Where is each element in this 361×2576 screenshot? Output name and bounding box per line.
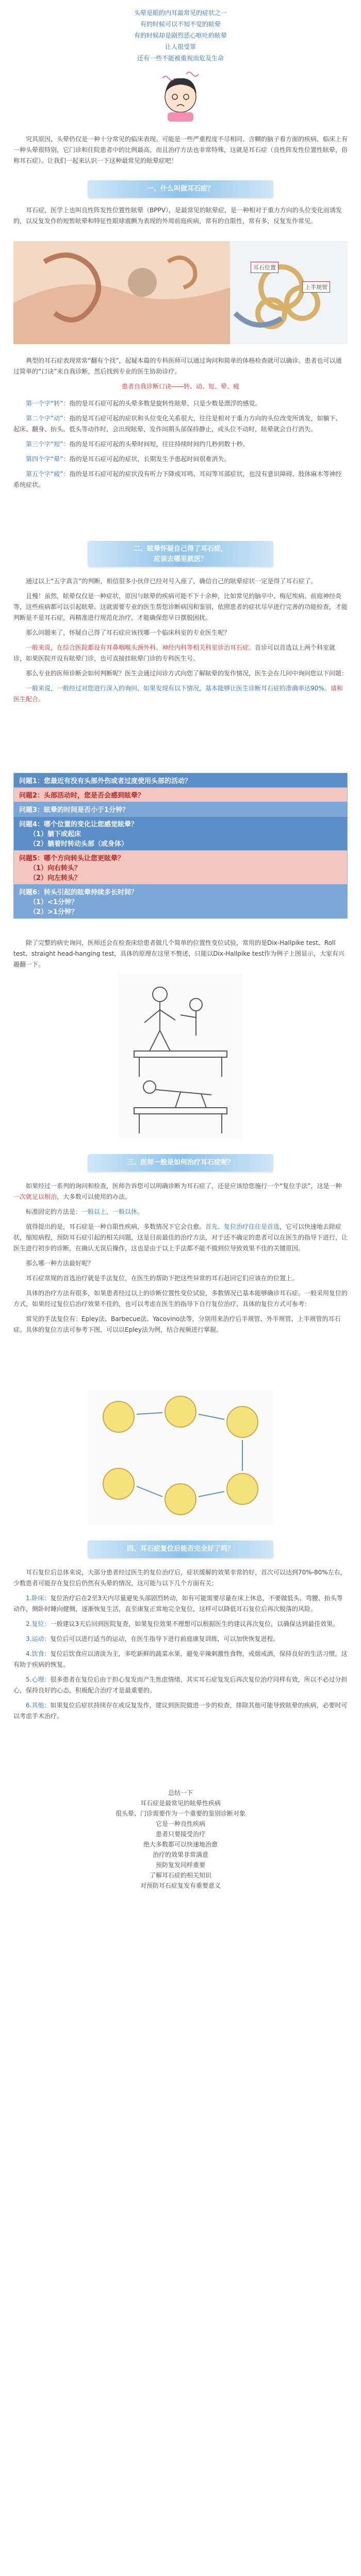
label: 第三个字“短”： [26,440,70,448]
paragraph: 那么哪一种方法最好呢？ [26,1260,94,1267]
intro-line: 有的时候可以不知不觉的眩晕 [140,21,221,28]
summary-line: 很头晕、门诊需要作为一个重要的鉴别诊断对象 [115,1810,245,1817]
paragraph: 具体的治疗方法有很多，如果患者经过以上的诊断位置性变位试验，多数情况已基本能够确诊耳石症。一般采用复位的方式，如果经过复位后治疗效果不佳的，也可以考虑在医生的指导下自行复位治疗，具体的复位方式可参考： [13,1290,348,1308]
summary-line: 总结一下 [168,1789,193,1797]
text: 复位后可以进行适当的运动，在医生指导下进行前庭康复训练，可以加快恢复进程。 [50,1635,280,1642]
text: 如果复位后症状持续存在或反复发作，建议到医院做进一步的检查，排除其他可能导致眩晕的疾病，必要时可以考虑手术治疗。 [13,1702,348,1720]
question [14,817,348,851]
summary-line: 绝大多数都可以快速地治愈 [143,1841,218,1848]
paragraph: 究其原因，头晕仍仅是一种十分常见的临床表现。可能是一些严重程度不尽相同、含糊的脑子看方面的疾病，临床上有一种头晕很特别，它门诊和住院患者中的比例最高，而且治疗方法也非常特殊，这就是耳石症（良性阵发性位置性眩晕，俗称耳石症）。让我们一起来认识一下这种最常见的眩晕症吧！ [13,135,348,164]
label: 3.运动： [26,1635,51,1642]
section-banner-1 [88,180,273,198]
question-text: 问题6：转头引起的眩晕持续多长时间？ [19,889,138,896]
option: （2）躺着时转动头部（或身体） [29,840,128,848]
paragraph: 耳石症，医学上也叫良性阵发性位置性眩晕（BPPV），是最常见的眩晕症，是一种相对于重力方向的头位变化而诱发的，以反复发作的短暂眩晕和特征性眼球震颤为表现的外周前庭疾病，常有的自限性，常有多，反复发作常见。 [13,207,342,225]
summary-line: 预防复发同样重要 [155,1861,205,1869]
question-row [14,802,348,817]
text: 很多患者在复位后由于担心复发而产生焦虑情绪，其实耳石症复发后再次复位治疗同样有效，所以不必过分担心，保持良好的心态，积极配合治疗才是最重要的。 [13,1676,348,1694]
section-banner-3 [88,1154,273,1172]
text: 复位后饮食应以清淡为主，多吃新鲜的蔬菜水果，避免辛辣刺激性食物，戒烟戒酒，保持良好的生活习惯，这有助于疾病的恢复。 [13,1650,348,1668]
banner-title: 一、什么叫做耳石症？ [146,185,214,193]
section-aftercare [13,1567,348,1726]
highlight: 一般以上，一般以休。 [81,1208,144,1215]
summary-line: 耳石症是最常见的眩晕性疾病 [140,1800,221,1807]
label: 6.其他： [26,1702,51,1709]
ear-label-otolith: 耳石位置 [251,262,278,273]
paragraph: 常见的手法复位有：Epley法、Barbecue法、Yacovino法等，分别用来治疗后半规管、外半规管、上半规管的耳石症。具体的复位方法可参考下图，可以以Epley法为例，结合视频进行掌握。 [13,1315,341,1333]
text: 一般建议3天后回到医院复查，如果复位效果不理想可以根据医生的建议再次复位，以确保达到最佳效果。 [50,1620,339,1628]
label: 第四个字“晕”： [26,455,70,463]
epley-maneuver-illustration [88,1391,273,1525]
highlight: 一般来说，一般经过对您进行深入的询问，如果发现有以下情况，基本能够让医生诊断耳石症的准确率达90%。 [26,685,331,692]
label: 1.卧床： [26,1595,51,1602]
label: 第二个字“动”： [26,415,70,422]
highlight: 请和医生配合。 [13,685,343,703]
ear-anatomy-image [13,241,348,344]
intro-line: 让人很受罪 [165,43,196,50]
question-row [14,885,348,919]
text: ，大多数可以使用的办法。 [57,1193,132,1200]
option: （2）向左转头？ [29,874,81,882]
section-where-to-go [13,576,348,709]
banner-title: 四、耳石症复位后能否完全好了吗？ [126,1545,234,1553]
highlight: 一般来说，在综合医院都设有耳鼻咽喉头颈外科、神经内科等相关科室诊治耳石症。 [26,644,255,651]
section-banner-2 [88,541,273,567]
text: 如果经过一系列的询问和检查，医师告诉您可以明确诊断为耳石症了，还是应该给您施行一个“复位手法”，这是一种 [26,1182,342,1190]
banner-title-line: 二、眩晕怀疑自己得了耳石症， [133,545,227,553]
question-row [14,851,348,885]
ear-label-canal: 上半规管 [302,281,330,293]
question-text: 问题4：哪个位置的变化让您感觉眩晕？ [19,821,138,828]
section-treatment [13,1181,348,1340]
paragraph: 耳石症常规的首选治疗就是手法复位，在医生的帮助下把这些异常的耳石赶回它们应该在的位置上。 [26,1275,299,1282]
summary-line: 它是一种良性疾病 [155,1820,205,1827]
section-self-diagnosis [13,355,348,495]
intro-line: 还有一些不能被重视而危及生命 [137,55,224,62]
formula: 患者自我诊断口诀——转、动、短、晕、疲 [121,383,239,390]
label: 2.复位： [26,1620,51,1628]
label: 第一个字“转”： [26,400,70,407]
paragraph: 那么问题来了，怀疑自己得了耳石症应该找哪一个临床科室的专业医生呢？ [26,629,231,636]
question [14,851,348,885]
paragraph: 且慢！虽然，眩晕仅仅是一种症状，原因与眩晕的疾病可能不下十余种，比如常见的脑卒中、梅尼埃病、前庭神经炎等，这些疾病都可以引起眩晕。这就需要专业的医生帮您诊断病因和鉴别，依照患者的症状尽早进行完善的功能检查，才能判断是不是耳石症，再精准进行规范化治疗，才能确保您早日摆脱困扰。 [13,592,348,621]
text: 指的是耳石症可起的头晕多数是旋转性眩晕，只是少数是漂浮的感觉。 [69,400,261,407]
question-row [14,788,348,802]
text: 值得提出的是，耳石症是一种自限性疾病，多数情况下它会自愈。 [26,1223,206,1230]
dizzy-girl-illustration [152,67,209,124]
text: 复位治疗后在2至3天内尽量避免头部剧烈转动，如有可能需要尽量在床上休息，不要做低头、弯腰、抬头等动作，侧卧时睡向健侧，逐渐恢复生活，直至康复正常地完全复位，这样可以降低耳石复位后再次脱落的风险。 [13,1595,343,1613]
question [14,885,348,919]
section-exam [13,938,348,974]
paragraph: 那么专业的医师诊断会如何判断呢？医生会通过问诊方式向您了解眩晕的发作情况，医生会在几问中询问您以下问题： [26,670,348,677]
label: 4.饮食： [26,1650,51,1657]
paragraph: 除了完整的病史询问，医师还会在检查床给患者做几个简单的位置性变位试验，常用的是Dix-Hallpike test、Roll test、straight head-hanging test，具体的原理在这里不赘述，只能以Dix-Hallpike test作为例子上图显示，大家有兴趣翻一下。 [13,939,345,968]
summary-line: 治疗的效果非常满意 [152,1851,208,1858]
highlight: 一次就足以根治 [13,1193,57,1200]
text: 标准固定 [26,1208,51,1215]
question-text: 问题5：哪个方向转头让您更眩晕？ [19,855,125,862]
question: 问题2：头部活动时，您是否会感到眩晕？ [14,788,348,802]
paragraph: 耳石复位后总体来说，大部分患者经过医生的复位治疗后，症状缓解的效果非常的好，首次可以达到70%-80%左右，少数患者可能存在复位后仍然有头晕的情况，这可能与以下几个方面有关： [13,1569,347,1587]
paragraph: 典型的耳石症表现常常“翻有个找”，起疑本篇的专科医师可以通过询问和简单的体格检查就可以确诊。患者也可以通过简单的“口诀”来自我诊断，然后找到专业的医生协助诊疗。 [13,357,342,375]
banner-title: 三、医师一般是如何治疗耳石症呢？ [126,1159,234,1166]
section-intro [13,134,348,171]
label: 5.心理： [26,1676,51,1683]
ear-anatomy-illustration [13,241,348,344]
question: 问题1：您最近有没有头部外伤或者过度使用头部的活动？ [14,773,348,788]
dix-hallpike-illustration [119,974,242,1139]
intro [0,7,361,64]
section-definition [13,205,348,231]
text: 指的是耳石症可起的头晕时间短，往往持续时间约几秒到数十秒。 [69,440,249,448]
text: ，它可以快速地去除症状，缩短病程，预防耳石症引起的相关问题，这是目前最佳的治疗方法，对于还不确定的患者可以在医生的指导下进行，让医生进行初步的诊断，在确认无误后操作，这也是由于以上手法都不能不做到位导致效果不佳的关键原因。 [13,1223,348,1252]
summary-line: 对预防耳石症复发有重要意义 [140,1882,221,1889]
text: 指的是耳石症可起的症状和头位变化关系很大，往往是相对于重力方向的头位改变所诱发，如躺下、起床、翻身、抬头、低头等动作时，会出现眩晕，发作间期头部保持静止，或头位不动时，眩晕就会自行消失。 [13,415,342,433]
option: （2）>1分钟？ [29,908,78,916]
text: 的方法是： [51,1208,82,1215]
summary-line: 了解耳石症的相关知识 [149,1872,211,1879]
option: （1）<1分钟？ [29,899,78,906]
summary-line: 患者只要接受治疗 [155,1831,205,1838]
intro-line: 头晕是眼的内耳最常见的症状之一 [134,9,227,16]
option: （1）躺下或起床 [29,831,81,838]
label: 第五个字“疲”： [26,470,70,478]
paragraph: 通过以上“五字真言”的判断，相信很多小伙伴已经对号入座了，确信自己的眩晕症状一定是得了耳石症了。 [26,578,317,585]
highlight: 首先、复位治疗往往是首选 [205,1223,280,1230]
text: 首诊可以首选以上两个科室就诊，如果医院开设有眩晕门诊，也可直接挂眩晕门诊的专科医生号。 [13,644,336,662]
intro-line: 有的时候却是剧烈恶心呕吐的眩晕 [134,32,227,39]
section-banner-4 [88,1540,273,1558]
banner-title-line: 应该去哪里就医？ [153,555,207,563]
text: 指的是耳石症可起的症状没有听力下降或耳鸣、耳闷等耳部症状，也没有意识障碍、肢体麻木等神经系统症状。 [13,470,342,488]
summary [0,1788,361,1891]
question-row [14,773,348,788]
text: 指的是耳石症可起的症状，长期发生予患起时间很难消失。 [69,455,231,463]
question-row [14,817,348,851]
questions-table [13,773,348,919]
question: 问题3：眩晕的时间是否小于1分钟？ [14,802,348,817]
option: （1）向右转头？ [29,865,81,872]
